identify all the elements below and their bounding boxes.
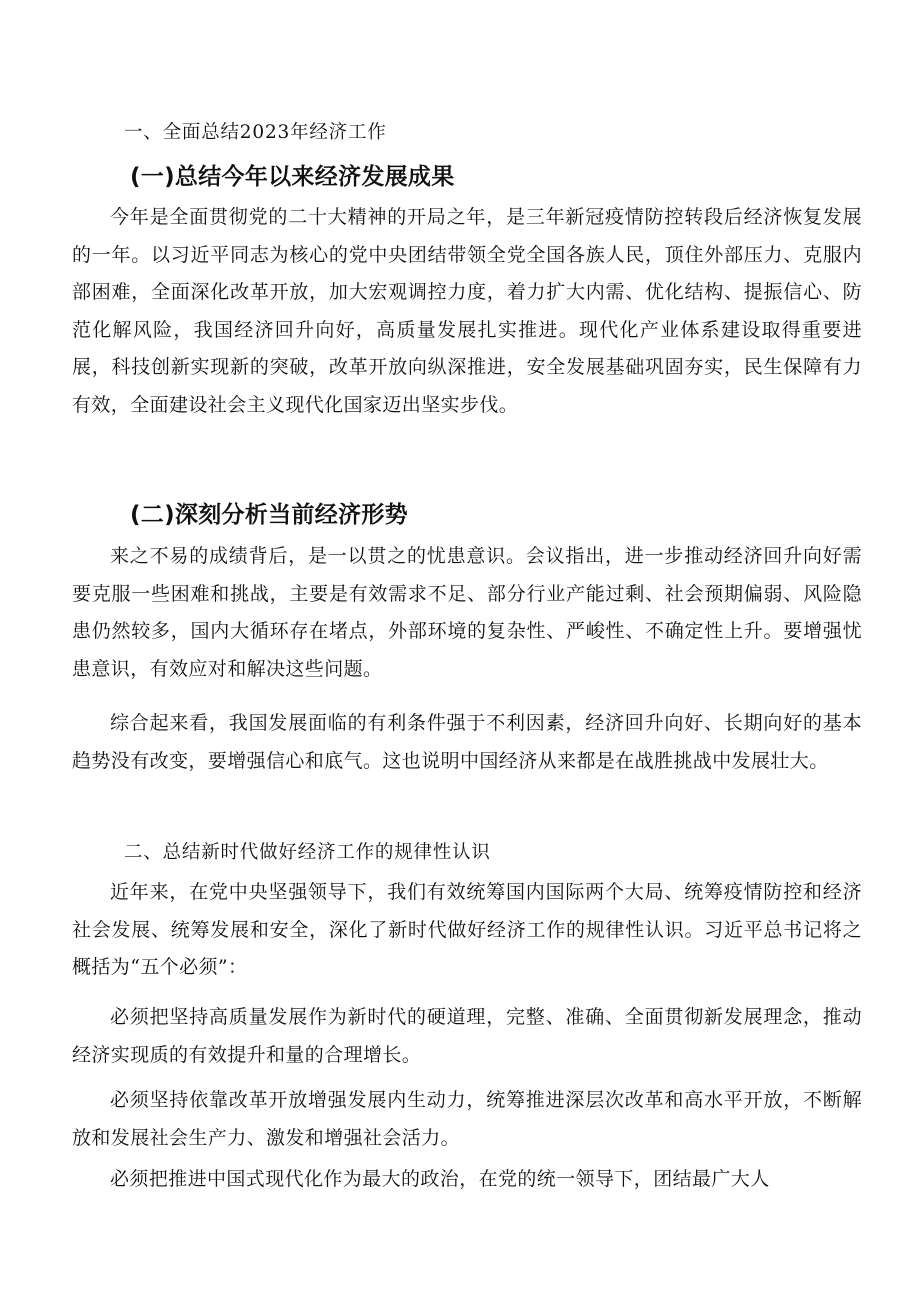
subsection-heading-1: (一)总结今年以来经济发展成果 xyxy=(130,164,455,190)
subsection-heading-2: (二)深刻分析当前经济形势 xyxy=(130,502,408,528)
paragraph-4: 近年来，在党中央坚强领导下，我们有效统筹国内国际两个大局、统筹疫情防控和经济社会发展、统筹发展和安全，深化了新时代做好经济工作的规律性认识。习近平总书记将之概括为“五个必须”： xyxy=(72,881,862,978)
paragraph-6: 必须坚持依靠改革开放增强发展内生动力，统筹推进深层次改革和高水平开放，不断解放和发展社会生产力、激发和增强社会活力。 xyxy=(72,1089,862,1149)
paragraph-5: 必须把坚持高质量发展作为新时代的硬道理，完整、准确、全面贯彻新发展理念，推动经济实现质的有效提升和量的合理增长。 xyxy=(72,1006,862,1066)
paragraph-2: 来之不易的成绩背后，是一以贯之的忧患意识。会议指出，进一步推动经济回升向好需要克服一些困难和挑战，主要是有效需求不足、部分行业产能过剩、社会预期偏弱、风险隐患仍然较多，国内大循环存在堵点，外部环境的复杂性、严峻性、不确定性上升。要增强忧患意识，有效应对和解决这些问题。 xyxy=(72,545,862,680)
paragraph-1: 今年是全面贯彻党的二十大精神的开局之年，是三年新冠疫情防控转段后经济恢复发展的一年。以习近平同志为核心的党中央团结带领全党全国各族人民，顶住外部压力、克服内部困难，全面深化改革开放，加大宏观调控力度，着力扩大内需、优化结构、提振信心、防范化解风险，我国经济回升向好，高质量发展扎实推进。现代化产业体系建设取得重要进展，科技创新实现新的突破，改革开放向纵深推进，安全发展基础巩固夯实，民生保障有力有效，全面建设社会主义现代化国家迈出坚实步伐。 xyxy=(72,206,862,416)
paragraph-3: 综合起来看，我国发展面临的有利条件强于不利因素，经济回升向好、长期向好的基本趋势没有改变，要增强信心和底气。这也说明中国经济从来都是在战胜挑战中发展壮大。 xyxy=(72,712,862,772)
section-heading-2: 二、总结新时代做好经济工作的规律性认识 xyxy=(124,842,491,863)
section-heading-1: 一、全面总结2023年经济工作 xyxy=(124,122,387,143)
paragraph-7: 必须把推进中国式现代化作为最大的政治，在党的统一领导下，团结最广大人 xyxy=(110,1168,770,1190)
